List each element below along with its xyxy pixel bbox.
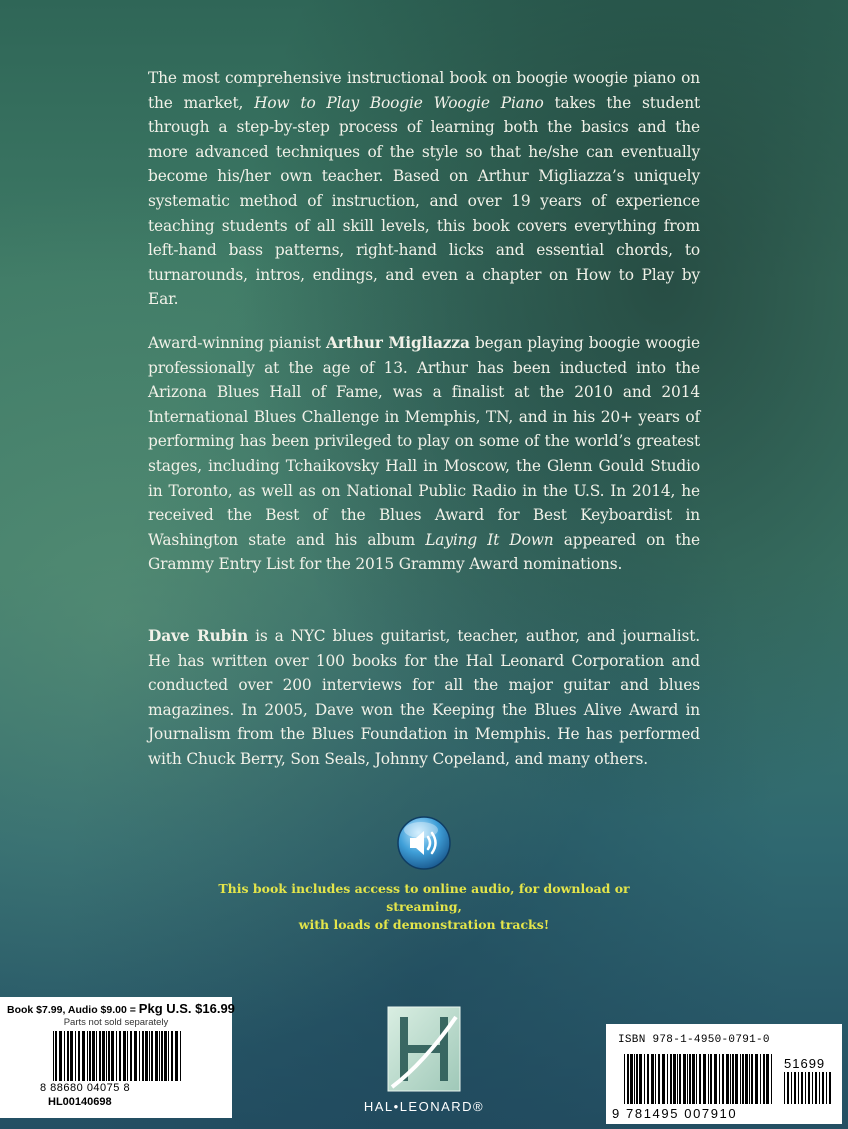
book-description-paragraph [148,66,700,312]
barcode-bar [130,1031,132,1081]
barcode-bar [687,1054,688,1104]
barcode-bar [159,1031,160,1081]
barcode-bar [180,1031,181,1081]
bold-name: Dave Rubin [148,627,249,645]
book-audio-price: Book $7.99, Audio $9.00 = [7,1004,139,1016]
barcode-bar [624,1054,625,1104]
text-run: The most comprehensive instructional book on boogie woogie piano on the market, [148,69,700,112]
barcode-bar [644,1054,645,1104]
addon-barcode-bar [812,1072,813,1104]
barcode-bar [760,1054,761,1104]
barcode-bar [735,1054,738,1104]
barcode-bar [763,1054,765,1104]
barcode-bar [119,1031,121,1081]
barcode-bar [116,1031,117,1081]
barcode-bar [755,1054,758,1104]
barcode-bar [145,1031,148,1081]
barcode-bar [689,1054,691,1104]
barcode-bar [161,1031,163,1081]
barcode-bar [719,1054,720,1104]
package-price: Pkg U.S. $16.99 [138,1001,235,1016]
barcode-bar [662,1054,665,1104]
barcode-bar [639,1054,642,1104]
barcode-bar [655,1054,656,1104]
barcode-bar [710,1054,712,1104]
isbn-ean-digits: 9 781495 007910 [612,1106,738,1121]
barcode-bar [123,1031,126,1081]
dave-rubin-bio [148,624,700,772]
addon-barcode-bar [815,1072,817,1104]
barcode-bar [106,1031,107,1081]
barcode-bar [64,1031,65,1081]
upc-barcode [53,1031,181,1081]
barcode-bar [651,1054,654,1104]
price-line [7,1001,235,1016]
item-code: HL00140698 [48,1096,112,1108]
barcode-bar [714,1054,717,1104]
barcode-bar [139,1031,140,1081]
addon-barcode-bar [801,1072,803,1104]
addon-barcode-bar [826,1072,827,1104]
barcode-bar [683,1054,686,1104]
audio-note-line-2: with loads of demonstration tracks! [298,917,550,932]
text-run: appeared on the Grammy Entry List for the 2015 Grammy Award nominations. [148,530,700,574]
barcode-bar [630,1054,633,1104]
parts-note: Parts not sold separately [63,1017,169,1028]
barcode-bar [78,1031,80,1081]
barcode-bar [708,1054,709,1104]
barcode-bar [627,1054,629,1104]
audio-note-line-1: This book includes access to online audio, for download or streaming, [218,881,630,914]
barcode-bar [151,1031,153,1081]
barcode-bar [670,1054,672,1104]
barcode-bar [699,1054,701,1104]
barcode-bar [766,1054,769,1104]
barcode-bar [673,1054,676,1104]
barcode-bar [149,1031,150,1081]
barcode-bar [636,1054,638,1104]
barcode-bar [722,1054,724,1104]
barcode-bar [142,1031,144,1081]
barcode-bar [99,1031,101,1081]
addon-barcode-bar [787,1072,789,1104]
hal-leonard-logo [344,1003,504,1123]
italic-title: How to Play Boogie Woogie Piano [254,93,544,112]
barcode-bar [667,1054,668,1104]
addon-barcode-bar [798,1072,799,1104]
addon-barcode-bar [784,1072,785,1104]
barcode-bar [740,1054,741,1104]
barcode-bar [730,1054,731,1104]
barcode-bar [53,1031,54,1081]
arthur-migliazza-bio [148,331,700,577]
barcode-bar [732,1054,734,1104]
isbn-label: ISBN 978-1-4950-0791-0 [618,1034,770,1046]
text-run: is a NYC blues guitarist, teacher, author, and journalist. He has written over 100 books for the Hal Leonard Corporation and conducted over 200 interviews for all the major guitar and blues magazines. In 2005, Dave won the Keeping the Blues Alive Award in Journalism from the Blues Foundation in Memphis. He has performed with Chuck Berry, Son Seals, Johnny Copeland, and many others. [148,627,700,768]
barcode-bar [726,1054,729,1104]
barcode-bar [134,1031,137,1081]
barcode-bar [742,1054,744,1104]
barcode-bar [171,1031,173,1081]
barcode-bar [59,1031,62,1081]
addon-barcode-bar [791,1072,792,1104]
addon-barcode-bar [822,1072,824,1104]
barcode-bar [111,1031,114,1081]
price-barcode-box [0,997,235,1118]
addon-barcode-bar [829,1072,831,1104]
barcode-bar [127,1031,128,1081]
barcode-bar [168,1031,169,1081]
isbn-barcode [624,1054,834,1104]
barcode-bar [634,1054,635,1104]
addon-barcode-bar [819,1072,820,1104]
barcode-bar [696,1054,697,1104]
publisher-name: HAL•LEONARD® [363,1099,485,1114]
italic-title: Laying It Down [425,530,554,549]
barcode-bar [679,1054,681,1104]
barcode-bar [89,1031,91,1081]
barcode-bar [67,1031,69,1081]
barcode-bar [70,1031,73,1081]
barcode-bar [677,1054,678,1104]
barcode-bar [658,1054,660,1104]
addon-barcode-bar [805,1072,806,1104]
hal-leonard-logo-mark [344,1003,504,1123]
barcode-bar [164,1031,167,1081]
barcode-bar [102,1031,105,1081]
barcode-bar [692,1054,695,1104]
barcode-bar [155,1031,158,1081]
bold-name: Arthur Migliazza [326,334,470,352]
barcode-bar [749,1054,750,1104]
barcode-bar [55,1031,57,1081]
audio-access-note [180,880,668,934]
text-run: takes the student through a step-by-step process of learning both the basics and the more advanced techniques of the style so that he/she can eventually become his/her own teacher. Based on Arthur Migliazza’s uniquely systematic method of instruction, and over 19 years of experience teaching students of all skill levels, this book covers everything from left-hand bass patterns, right-hand licks and essential chords, to turnarounds, intros, endings, and even a chapter on How to Play by Ear. [148,93,700,309]
barcode-bar [175,1031,178,1081]
isbn-barcode-box [606,1024,842,1124]
barcode-bar [745,1054,748,1104]
barcode-bar [647,1054,649,1104]
text-run: began playing boogie woogie professionally at the age of 13. Arthur has been inducted into the Arizona Blues Hall of Fame, was a finalist at the 2010 and 2014 International Blues Challenge in Memphis, TN, and in his 20+ years of performing has been privileged to play on some of the world’s greatest stages, including Tchaikovsky Hall in Moscow, the Glenn Gould Studio in Toronto, as well as on National Public Radio in the U.S. In 2014, he received the Best of the Blues Award for Best Keyboardist in Washington state and his album [148,334,700,549]
barcode-bar [92,1031,95,1081]
barcode-bar [87,1031,88,1081]
barcode-bar [108,1031,110,1081]
barcode-bar [771,1054,772,1104]
text-run: Award-winning pianist [148,334,326,352]
isbn-price-code: 51699 [784,1056,826,1071]
barcode-bar [96,1031,97,1081]
barcode-bar [703,1054,706,1104]
barcode-bar [82,1031,85,1081]
speaker-icon [397,816,451,870]
upc-digits: 8 88680 04075 8 [40,1082,131,1094]
barcode-bar [751,1054,753,1104]
addon-barcode-bar [794,1072,796,1104]
addon-barcode-bar [808,1072,810,1104]
barcode-bar [75,1031,76,1081]
